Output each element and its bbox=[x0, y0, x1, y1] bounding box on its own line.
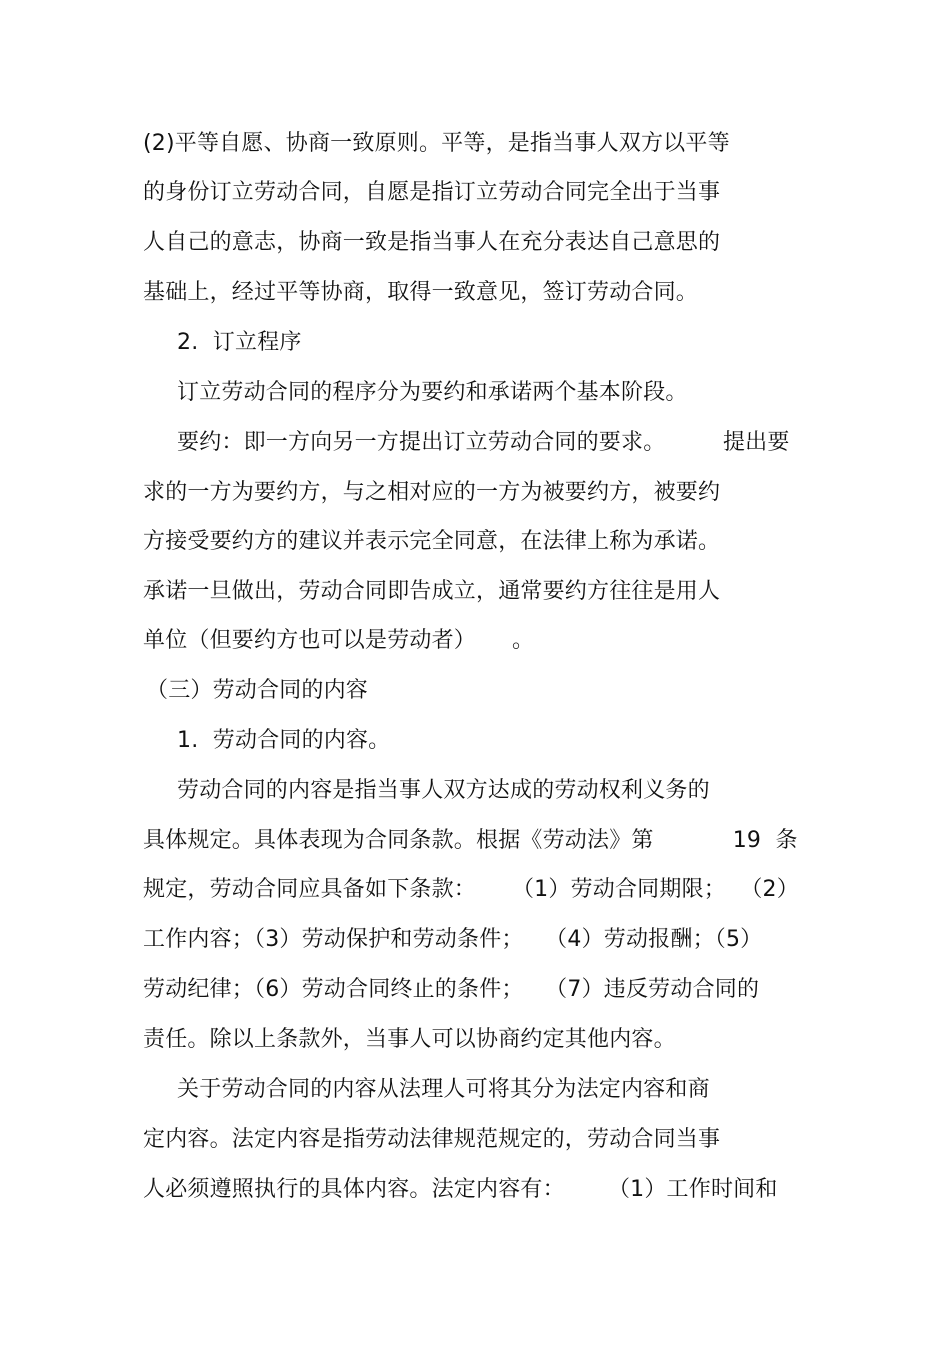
text-line: 人必须遵照执行的具体内容。法定内容有： （1）工作时间和 bbox=[143, 1177, 778, 1202]
text-line: 人自己的意志，协商一致是指当事人在充分表达自己意思的 bbox=[143, 230, 721, 255]
text-line: 责任。除以上条款外，当事人可以协商约定其他内容。 bbox=[143, 1027, 676, 1052]
text-line: 的身份订立劳动合同，自愿是指订立劳动合同完全出于当事 bbox=[143, 180, 721, 205]
text-line: 定内容。法定内容是指劳动法律规范规定的，劳动合同当事 bbox=[143, 1127, 721, 1152]
text-line: 工作内容；（3）劳动保护和劳动条件； （4）劳动报酬；（5） bbox=[143, 927, 763, 952]
text-line: 关于劳动合同的内容从法理人可将其分为法定内容和商 bbox=[177, 1077, 710, 1102]
text-line: 承诺一旦做出，劳动合同即告成立，通常要约方往往是用人 bbox=[143, 579, 721, 604]
text-line: 订立劳动合同的程序分为要约和承诺两个基本阶段。 bbox=[177, 380, 688, 405]
text-line: 要约：即一方向另一方提出订立劳动合同的要求。 提出要 bbox=[177, 430, 790, 455]
section-heading: 2. 订立程序 bbox=[177, 330, 302, 355]
subsection-heading: 1. 劳动合同的内容。 bbox=[177, 728, 391, 753]
text-line: 基础上，经过平等协商，取得一致意见，签订劳动合同。 bbox=[143, 280, 699, 305]
text-line: 求的一方为要约方，与之相对应的一方为被要约方，被要约 bbox=[143, 480, 721, 505]
text-line: 方接受要约方的建议并表示完全同意，在法律上称为承诺。 bbox=[143, 529, 721, 554]
text-line: 具体规定。具体表现为合同条款。根据《劳动法》第 19 条 bbox=[143, 828, 798, 853]
text-line: 规定，劳动合同应具备如下条款： （1）劳动合同期限； （2） bbox=[143, 877, 799, 902]
text-line: 单位（但要约方也可以是劳动者） 。 bbox=[143, 628, 535, 653]
section-heading: （三）劳动合同的内容 bbox=[146, 678, 369, 703]
text-line: (2)平等自愿、协商一致原则。平等，是指当事人双方以平等 bbox=[143, 131, 730, 156]
text-line: 劳动合同的内容是指当事人双方达成的劳动权利义务的 bbox=[177, 778, 710, 803]
text-line: 劳动纪律；（6）劳动合同终止的条件； （7）违反劳动合同的 bbox=[143, 977, 760, 1002]
